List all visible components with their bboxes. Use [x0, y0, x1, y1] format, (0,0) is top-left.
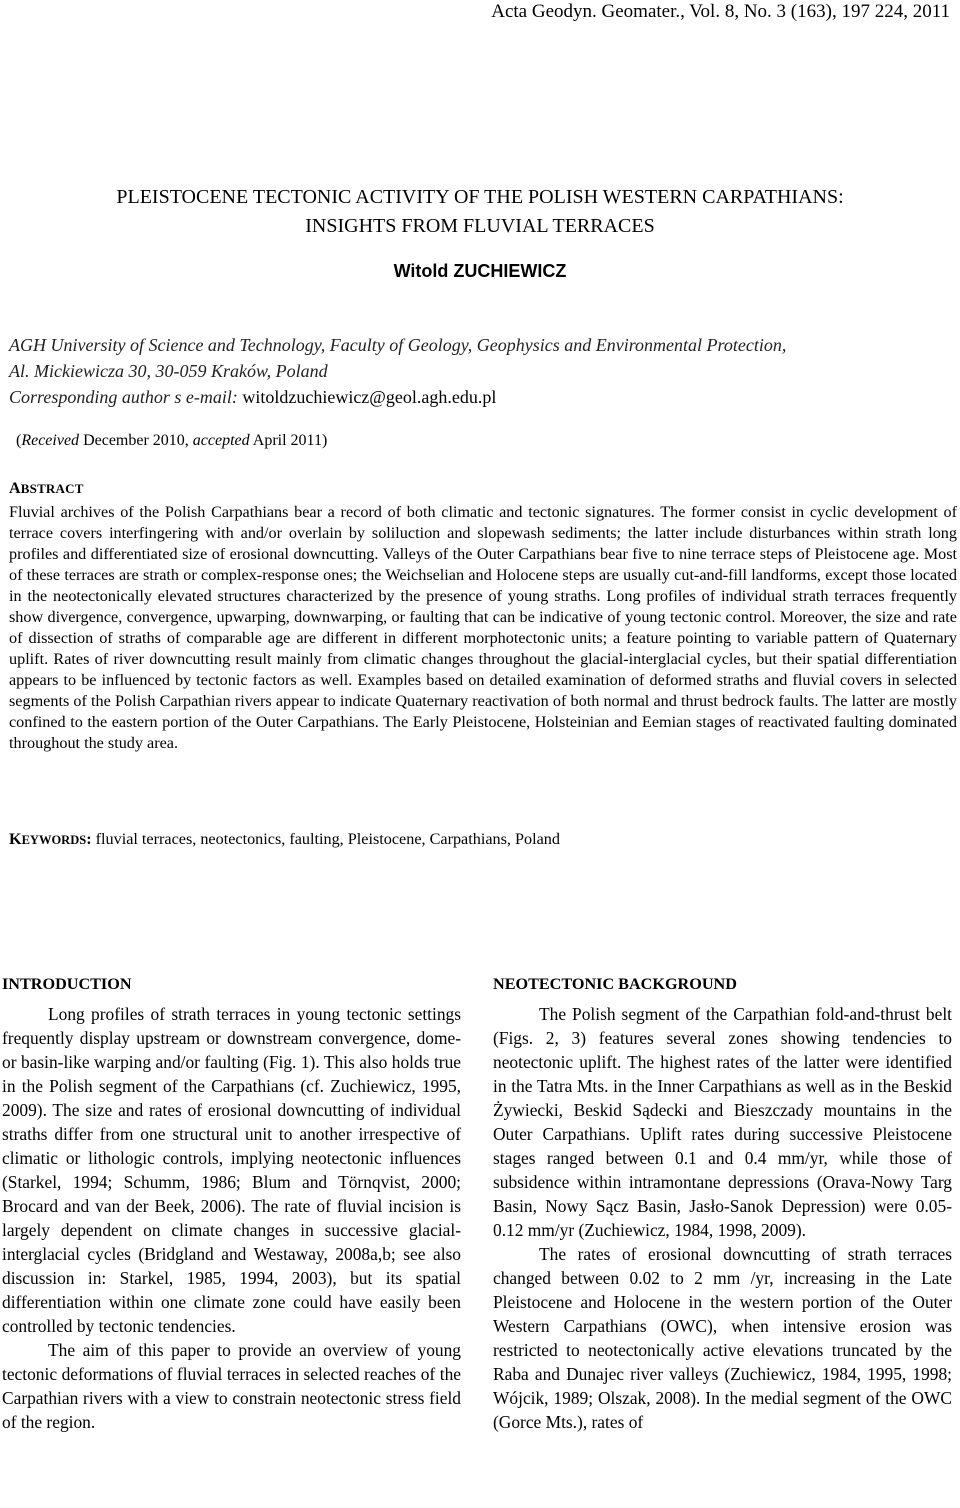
title-line-1: PLEISTOCENE TECTONIC ACTIVITY OF THE POLISH WESTERN CARPATHIANS:: [116, 186, 844, 208]
introduction-paragraph-2: The aim of this paper to provide an overview of young tectonic deformations of fluvial terraces in selected reaches of the Carpathian rivers with a view to constrain neotectonic stress field of the region.: [2, 1340, 461, 1432]
received-date: December 2010,: [83, 432, 189, 449]
accepted-label: accepted: [192, 432, 250, 449]
abstract-heading-initial: A: [9, 480, 21, 497]
neotectonic-background-heading: NEOTECTONIC BACKGROUND: [493, 975, 737, 993]
introduction-paragraph-1: Long profiles of strath terraces in young tectonic settings frequently display upstream or downstream convergence, dome-or basin-like warping and/or faulting (Fig. 1). This also holds true in the Polish segment of the Carpathians (cf. Zuchiewicz, 1995, 2009). The size and rates of erosional downcutting of individual straths differ from one structural unit to another irrespective of climatic or lithologic controls, implying neotectonic influences (Starkel, 1994; Schumm, 1986; Blum and Törnqvist, 2000; Brocard and van der Beek, 2006). The rate of fluvial incision is largely dependent on climate changes in successive glacial-interglacial cycles (Bridgland and Westaway, 2008a,b; see also discussion in: Starkel, 1985, 1994, 2003), but its spatial differentiation within one climate zone could have easily been controlled by tectonic tendencies.: [2, 1004, 461, 1336]
affiliation-block: [9, 332, 786, 410]
introduction-section: [2, 970, 461, 1434]
received-label: Received: [21, 432, 80, 449]
affiliation-line-1: AGH University of Science and Technology, Faculty of Geology, Geophysics and Environmental Protection,: [9, 335, 787, 355]
neotectonic-paragraph-1: The Polish segment of the Carpathian fold-and-thrust belt (Figs. 2, 3) features several zones showing tendencies to neotectonic uplift. The highest rates of the latter were identified in the Tatra Mts. in the Inner Carpathians as well as in the Beskid Żywiecki, Beskid Sądecki and Bieszczady mountains in the Outer Carpathians. Uplift rates during successive Pleistocene stages ranged between 0.1 and 0.4 mm/yr, while those of subsidence within intramontane depressions (Orava-Nowy Targ Basin, Nowy Sącz Basin, Jasło-Sanok Depression) were 0.05-0.12 mm/yr (Zuchiewicz, 1984, 1998, 2009).: [493, 1004, 952, 1240]
keywords-label-rest: EYWORDS: [21, 833, 87, 847]
accepted-date: April 2011: [252, 432, 322, 449]
abstract-heading-rest: BSTRACT: [20, 481, 84, 496]
abstract-text: Fluvial archives of the Polish Carpathians bear a record of both climatic and tectonic signatures. The former consist in cyclic development of terrace covers interfingering with and/or overlain by soliluction and slopewash sediments; the latter include disturbances within strath long profiles and differentiated size of erosional downcutting. Valleys of the Outer Carpathians bear five to nine terrace steps of Pleistocene age. Most of these terraces are strath or complex-response ones; the Weichselian and Holocene steps are usually cut-and-fill landforms, except those located in the neotectonically elevated structures characterized by the presence of young straths. Long profiles of individual strath terraces frequently show divergence, convergence, upwarping, downwarping, or faulting that can be indicative of young tectonic control. Moreover, the size and rate of dissection of straths of comparable age are different in different morphotectonic units; a feature pointing to variable pattern of Quaternary uplift. Rates of river downcutting result mainly from climatic changes throughout the glacial-interglacial cycles, but their spatial differentiation appears to be influenced by tectonic factors as well. Examples based on detailed examination of deformed straths and fluvial covers in selected segments of the Polish Carpathian rivers appear to indicate Quaternary reactivation of both normal and thrust bedrock faults. The latter are mostly confined to the eastern portion of the Outer Carpathians. The Early Pleistocene, Holsteinian and Eemian stages of reactivated faulting dominated throughout the study area.: [9, 503, 957, 752]
neotectonic-background-section: [493, 970, 952, 1434]
received-dates: (Received December 2010, accepted April 2011): [16, 432, 328, 449]
keywords-text: fluvial terraces, neotectonics, faulting, Pleistocene, Carpathians, Poland: [95, 830, 560, 848]
journal-reference: Acta Geodyn. Geomater., Vol. 8, No. 3 (163), 197 224, 2011: [491, 1, 950, 22]
keywords-label: [9, 830, 92, 848]
title-line-2: INSIGHTS FROM FLUVIAL TERRACES: [305, 215, 655, 237]
introduction-heading: INTRODUCTION: [2, 975, 132, 993]
corresponding-label: Corresponding author s e-mail:: [9, 387, 238, 407]
keywords-label-initial: K: [9, 830, 22, 848]
article-title: [0, 183, 960, 241]
affiliation-line-2: Al. Mickiewicza 30, 30-059 Kraków, Poland: [9, 361, 328, 381]
keywords-line: [9, 828, 560, 851]
neotectonic-paragraph-2: The rates of erosional downcutting of strath terraces changed between 0.02 to 2 mm /yr, increasing in the Late Pleistocene and Holocene in the western portion of the Outer Western Carpathians (OWC), when intensive erosion was restricted to neotectonically active elevations truncated by the Raba and Dunajec river valleys (Zuchiewicz, 1984, 1995, 1998; Wójcik, 1989; Olszak, 2008). In the medial segment of the OWC (Gorce Mts.), rates of: [493, 1244, 952, 1432]
corresponding-author: [9, 384, 786, 410]
author-name: Witold ZUCHIEWICZ: [393, 261, 567, 281]
keywords-label-colon: :: [86, 830, 92, 848]
abstract-heading: [9, 478, 84, 500]
author-email-link[interactable]: witoldzuchiewicz@geol.agh.edu.pl: [242, 387, 497, 407]
